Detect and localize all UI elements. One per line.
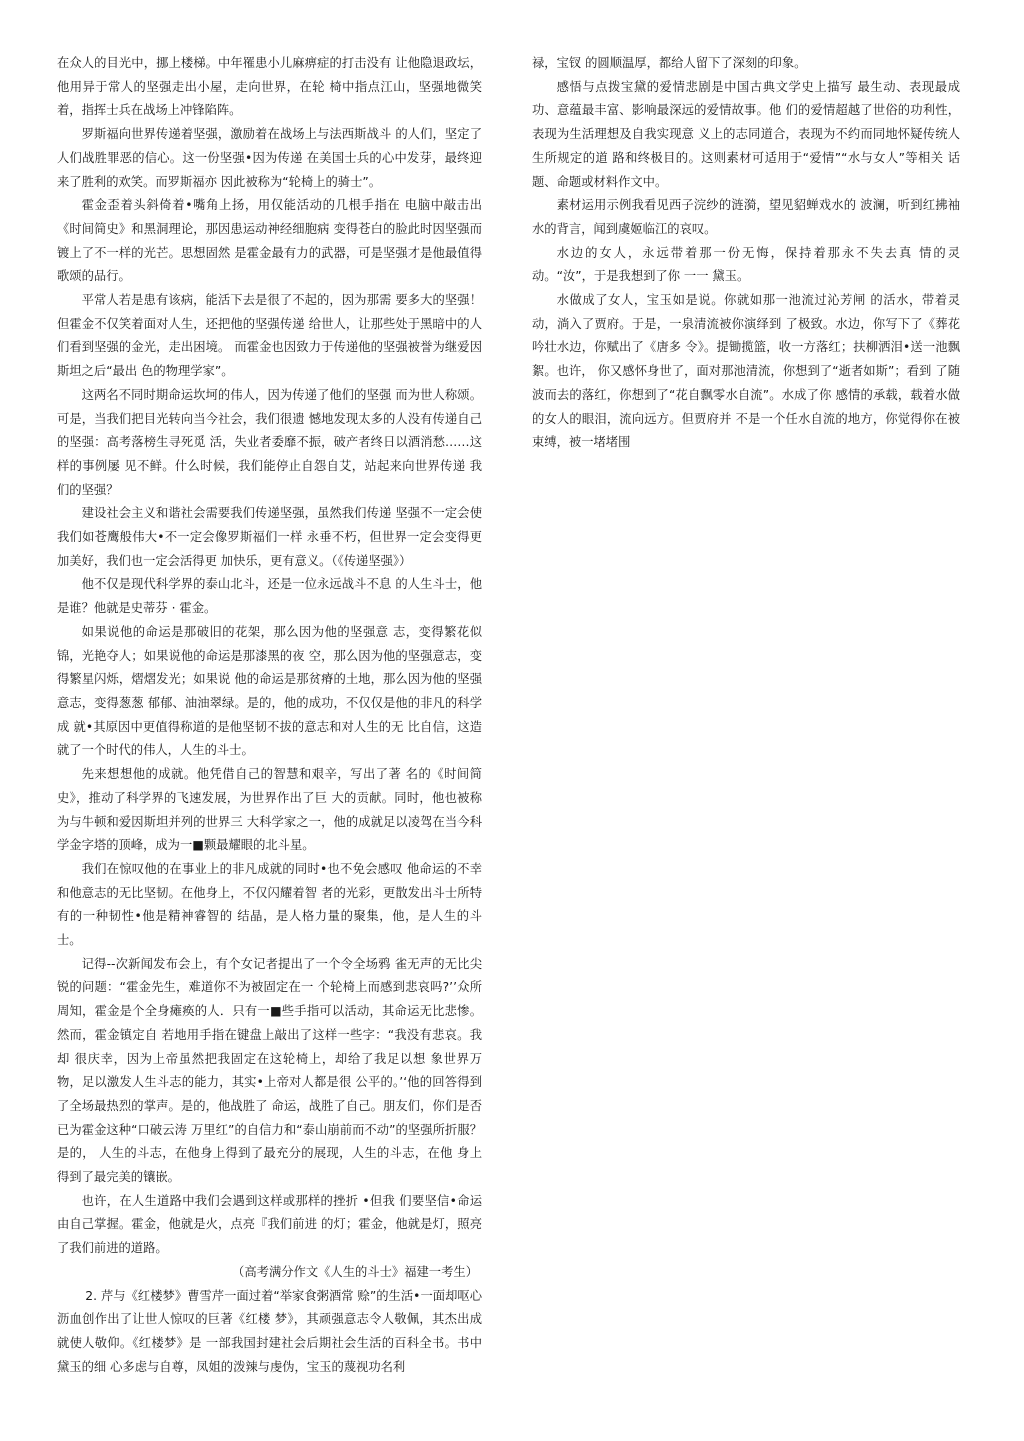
right-paragraph: 水边的女人，永远带着那一份无悔，保持着那永不失去真 情的灵动。“汝”，于是我想到了你 一一 黛玉。 [532, 245, 960, 284]
left-paragraph: 我们在惊叹他的在事业上的非凡成就的同时•也不免会感叹 他命运的不幸和他意志的无比坚韧。在他身上，不仅闪耀着智 者的光彩，更散发出斗士所特有的一种韧性•他是精神睿智的 结晶，是人格力量的聚集，他，是人生的斗士。 [57, 861, 482, 948]
left-paragraph: 建设社会主义和谐社会需要我们传递坚强，虽然我们传递 坚强不一定会使我们如苍鹰般伟大•不一定会像罗斯福们一样 永垂不朽，但世界一定会变得更加美好，我们也一定会活得更 加快乐，更有意义。（《传递坚强》） [57, 506, 482, 568]
left-paragraph: 在众人的目光中，挪上楼梯。中年罹患小儿麻痹症的打击没有 让他隐退政坛，他用异于常人的坚强走出小屋，走向世界，在轮 椅中指点江山，坚强地微笑着，指挥士兵在战场上冲锋陷阵。 [57, 56, 482, 118]
left-paragraph: 这两名不同时期命运坎坷的伟人，因为传递了他们的坚强 而为世人称颂。可是，当我们把目光转向当今社会，我们很遗 憾地发现太多的人没有传递自己的坚强：高考落榜生寻死觅 活，失业者委靡不振，破产者终日以酒消愁……这样的事例屡 见不鲜。什么时候，我们能停止自怨自艾，站起来向世界传递 我们的坚强？ [57, 387, 482, 497]
left-paragraph: 霍金歪着头斜倚着•嘴角上扬，用仅能活动的几根手指在 电脑中敲击出《时间简史》和黑洞理论，那因患运动神经细胞病 变得苍白的脸此时因坚强而镀上了不一样的光芒。思想固然 是霍金最有力的武器，可是坚强才是他最值得歌颂的品行。 [57, 198, 482, 284]
left-paragraph: 平常人若是患有该病，能活下去是很了不起的，因为那需 要多大的坚强！但霍金不仅笑着面对人生，还把他的坚强传递 给世人，让那些处于黑暗中的人们看到坚强的金光，走出困境。 而霍金也因致力于传递他的坚强被誉为继爱因斯坦之后“最出 色的物理学家”。 [57, 293, 482, 379]
source-citation: （高考满分作文《人生的斗士》福建一考生） [232, 1264, 478, 1279]
right-column [532, 52, 960, 455]
right-paragraph: 禄，宝钗 的圆顺温厚，都给人留下了深刻的印象。 [532, 56, 807, 70]
right-paragraph: 素材运用示例我看见西子浣纱的涟漪，望见貂蝉戏水的 波澜，听到红拂袖水的背言，闻到虞姬临江的哀叹。 [532, 198, 960, 236]
left-paragraph: 记得--次新闻发布会上，有个女记者提出了一个令全场鸦 雀无声的无比尖锐的问题：“霍金先生，难道你不为被固定在一 个轮椅上而感到悲哀吗?’’众所周知，霍金是个全身瘫痪的人．只有一■些手指可以活动，其命运无比悲惨。然而，霍金镇定自 若地用手指在键盘上敲出了这样一些字：“我没有悲哀。我却 很庆幸，因为上帝虽然把我固定在这轮椅上，却给了我足以想 象世界万物，足以激发人生斗志的能力，其实•上帝对人都是很 公平的。’‘他的回答得到了全场最热烈的掌声。是的，他战胜了 命运，战胜了自己。朋友们，你们是否已为霍金这种“口破云涛 万里红”的自信力和“泰山崩前而不动”的坚强所折服？是的， 人生的斗志，在他身上得到了最充分的展现，人生的斗志，在他 身上得到了最完美的镶嵌。 [57, 956, 482, 1185]
right-paragraph: 水做成了女人，宝玉如是说。你就如那一池流过沁芳闸 的活水，带着灵动，淌入了贾府。于是，一泉清流被你演绎到 了极致。水边，你写下了《葬花吟壮水边，你赋出了《唐多 令》。提锄揽篮，收一方落红；扶柳洒泪•送一池飘絮。也许， 你又感怀身世了，面对那池清流，你想到了“逝者如斯”；看到 了随波而去的落红，你想到了“花自飘零水自流”。水成了你 感情的承载，载着水做的女人的眼泪，流向远方。但贾府并 不是一个任水自流的地方，你觉得你在被束缚，被一堵堵围 [532, 293, 960, 450]
left-paragraph: 也许，在人生道路中我们会遇到这样或那样的挫折 •但我 们要坚信•命运由自己掌握。霍金，他就是火，点亮『我们前进 的灯；霍金，他就是灯，照亮了我们前进的道路。 [57, 1193, 482, 1256]
left-paragraph: 罗斯福向世界传递着坚强，激励着在战场上与法西斯战斗 的人们，坚定了人们战胜罪恶的信心。这一份坚强•因为传递 在美国士兵的心中发芽，最终迎来了胜利的欢笑。而罗斯福亦 因此被称为“轮椅上的骑士”。 [57, 127, 482, 189]
left-column [57, 52, 482, 1379]
right-paragraph: 感悟与点拨宝黛的爱情悲剧是中国古典文学史上描写 最生动、表现最成功、意蕴最丰富、影响最深远的爱情故事。他 们的爱情超越了世俗的功利性，表现为生活理想及自我实现意 义上的志同道合，表现为不约而同地怀疑传统人生所规定的道 路和终极目的。这则素材可适用于“爱情”“水与女人”等相关 话题、命题或材料作文中。 [532, 79, 960, 189]
left-paragraph: 先来想想他的成就。他凭借自己的智慧和艰辛，写出了著 名的《时间简史》，推动了科学界的飞速发展，为世界作出了巨 大的贡献。同时，他也被称为与牛顿和爱因斯坦并列的世界三 大科学家之一，他的成就足以凌驾在当今科学金字塔的顶峰，成为一■颗最耀眼的北斗星。 [57, 767, 482, 853]
numbered-section: 2. 芹与《红楼梦》曹雪芹一面过着“举家食粥酒常 赊”的生活•一面却呕心沥血创作出了让世人惊叹的巨著《红楼 梦》，其顽强意志令人敬佩，其杰出成就使人敬仰。《红楼梦》是 一部我国封建社会后期社会生活的百科全书。书中黛玉的细 心多虑与自尊，凤姐的泼辣与虔伪，宝玉的蔑视功名利 [57, 1288, 482, 1374]
left-paragraph: 如果说他的命运是那破旧的花架，那么因为他的坚强意 志，变得繁花似锦，光艳夺人；如果说他的命运是那漆黑的夜 空，那么因为他的坚强意志，变得繁星闪烁，熠熠发光；如果说 他的命运是那贫瘠的土地，那么因为他的坚强意志，变得葱葱 郁郁、油油翠绿。是的，他的成功，不仅仅是他的非凡的科学成 就•其原因中更值得称道的是他坚韧不拔的意志和对人生的无 比自信，这造就了一个时代的伟人，人生的斗士。 [57, 624, 482, 758]
left-paragraph: 他不仅是现代科学界的泰山北斗，还是一位永远战斗不息 的人生斗士，他是谁？他就是史蒂芬 · 霍金。 [57, 577, 482, 616]
